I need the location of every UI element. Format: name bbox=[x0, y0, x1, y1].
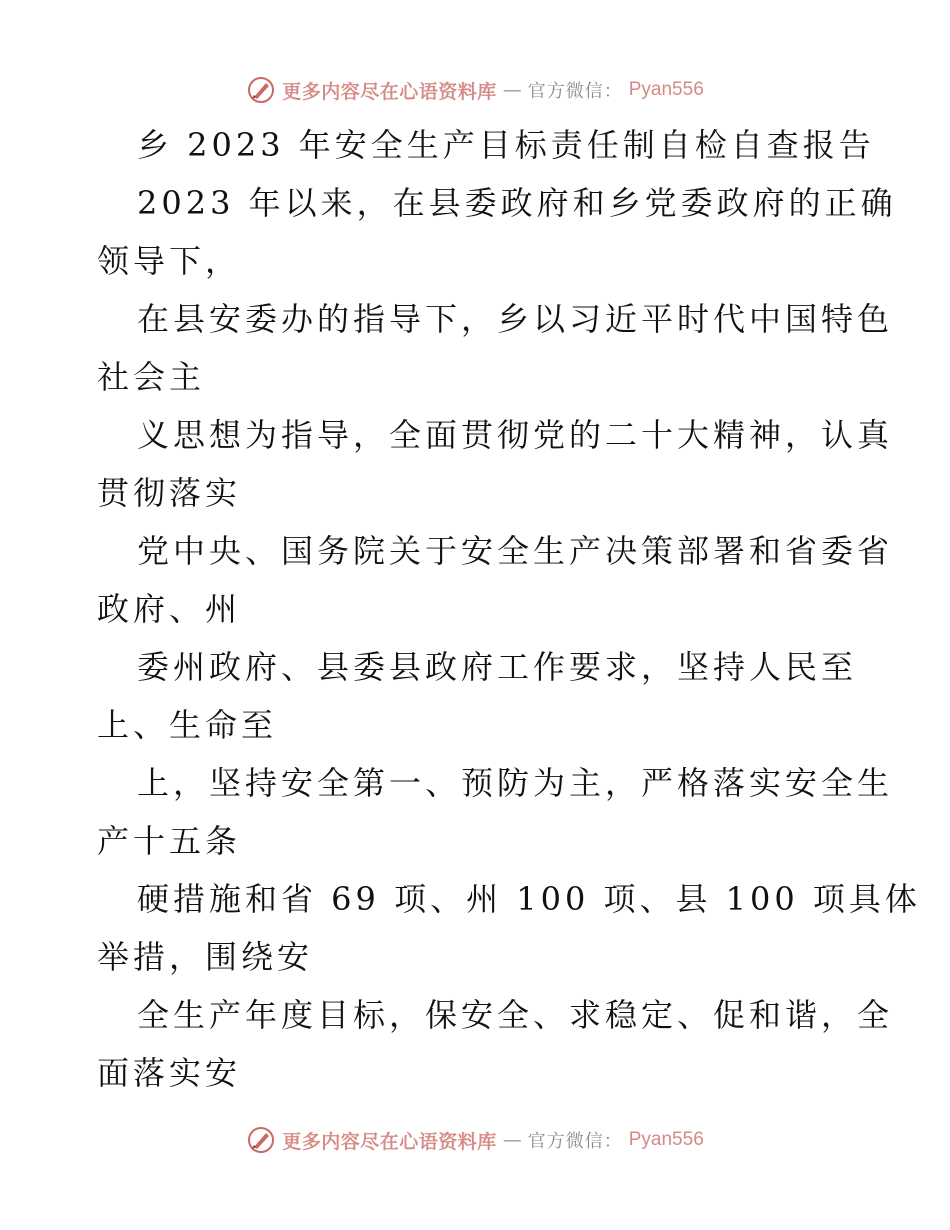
paragraph-line: 政府、州 bbox=[97, 590, 242, 628]
watermark-text: 更多内容尽在心语资料库 bbox=[282, 80, 497, 103]
paragraph-line: 产十五条 bbox=[97, 822, 242, 860]
footer-watermark bbox=[0, 1120, 950, 1160]
watermark-text: 更多内容尽在心语资料库 bbox=[282, 1130, 497, 1153]
watermark-id: Pyan556 bbox=[628, 1129, 704, 1150]
paragraph-line: 社会主 bbox=[97, 358, 206, 396]
paragraph-line: 面落实安 bbox=[97, 1054, 242, 1092]
document-title: 乡 2023 年安全生产目标责任制自检自查报告 bbox=[137, 126, 875, 164]
quill-pen-logo-icon bbox=[246, 75, 276, 105]
paragraph-line: 党中央、国务院关于安全生产决策部署和省委省 bbox=[137, 532, 894, 570]
header-watermark bbox=[0, 70, 950, 110]
paragraph-line: 上，坚持安全第一、预防为主，严格落实安全生 bbox=[137, 764, 894, 802]
paragraph-line: 全生产年度目标，保安全、求稳定、促和谐，全 bbox=[137, 996, 894, 1034]
watermark-dash: — bbox=[502, 79, 522, 101]
quill-pen-logo-icon bbox=[246, 1125, 276, 1155]
watermark-label: 官方微信： bbox=[527, 1131, 623, 1152]
paragraph-line: 领导下， bbox=[97, 242, 242, 280]
paragraph-line: 义思想为指导，全面贯彻党的二十大精神，认真 bbox=[137, 416, 894, 454]
document-body bbox=[97, 116, 921, 1102]
paragraph-line: 举措，围绕安 bbox=[97, 938, 314, 976]
paragraph-line: 2023 年以来，在县委政府和乡党委政府的正确 bbox=[137, 184, 897, 222]
watermark-dash: — bbox=[502, 1129, 522, 1151]
watermark-label: 官方微信： bbox=[527, 81, 623, 102]
paragraph-line: 在县安委办的指导下，乡以习近平时代中国特色 bbox=[137, 300, 894, 338]
paragraph-line: 上、生命至 bbox=[97, 706, 278, 744]
paragraph-line: 委州政府、县委县政府工作要求，坚持人民至 bbox=[137, 648, 858, 686]
paragraph-line: 贯彻落实 bbox=[97, 474, 242, 512]
paragraph-line: 硬措施和省 69 项、州 100 项、县 100 项具体 bbox=[137, 880, 921, 918]
watermark-id: Pyan556 bbox=[628, 79, 704, 100]
